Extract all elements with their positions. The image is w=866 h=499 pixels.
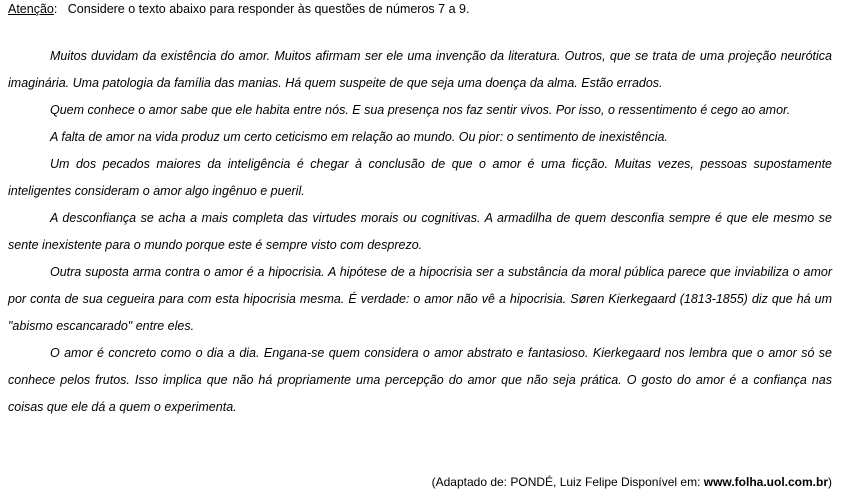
passage-paragraph-3: A falta de amor na vida produz um certo ceticismo em relação ao mundo. Ou pior: o sentimento de inexistência. [50, 130, 668, 144]
source-prefix: (Adaptado de: PONDÉ, Luiz Felipe Disponível em: [431, 475, 704, 489]
passage-paragraph-7: O amor é concreto como o dia a dia. Engana-se quem considera o amor abstrato e fantasioso. Kierkegaard nos lembra que o amor só se conhece pelos frutos. Isso implica que não há propriamente uma percepção do amor que não seja prática. O gosto do amor é a confiança nas coisas que ele dá a quem o experimenta. [8, 346, 832, 414]
attention-instruction: Considere o texto abaixo para responder às questões de números 7 a 9. [67, 2, 470, 16]
source-site: www.folha.uol.com.br [703, 475, 828, 489]
reading-passage [8, 43, 832, 421]
passage-paragraph-4: Um dos pecados maiores da inteligência é chegar à conclusão de que o amor é uma ficção. Muitas vezes, pessoas supostamente inteligentes consideram o amor algo ingênuo e pueril. [8, 157, 832, 198]
source-citation [432, 474, 832, 490]
attention-header [8, 1, 469, 17]
passage-paragraph-5: A desconfiança se acha a mais completa das virtudes morais ou cognitivas. A armadilha de quem desconfia sempre é que ele mesmo se sente inexistente para o mundo porque este é sempre visto com desprezo. [8, 211, 832, 252]
attention-colon: : [53, 2, 58, 16]
passage-paragraph-1: Muitos duvidam da existência do amor. Muitos afirmam ser ele uma invenção da literatura. Outros, que se trata de uma projeção neurótica imaginária. Uma patologia da família das manias. Há quem suspeite de que seja uma doença da alma. Estão errados. [8, 49, 832, 90]
passage-paragraph-6: Outra suposta arma contra o amor é a hipocrisia. A hipótese de a hipocrisia ser a substância da moral pública parece que inviabiliza o amor por conta de sua cegueira para com esta hipocrisia mesma. É verdade: o amor não vê a hipocrisia. Søren Kierkegaard (1813-1855) diz que há um "abismo escancarado" entre eles. [8, 265, 832, 333]
attention-label: Atenção [8, 2, 54, 16]
passage-paragraph-2: Quem conhece o amor sabe que ele habita entre nós. E sua presença nos faz sentir vivos. Por isso, o ressentimento é cego ao amor. [50, 103, 791, 117]
source-suffix: ) [828, 475, 832, 489]
